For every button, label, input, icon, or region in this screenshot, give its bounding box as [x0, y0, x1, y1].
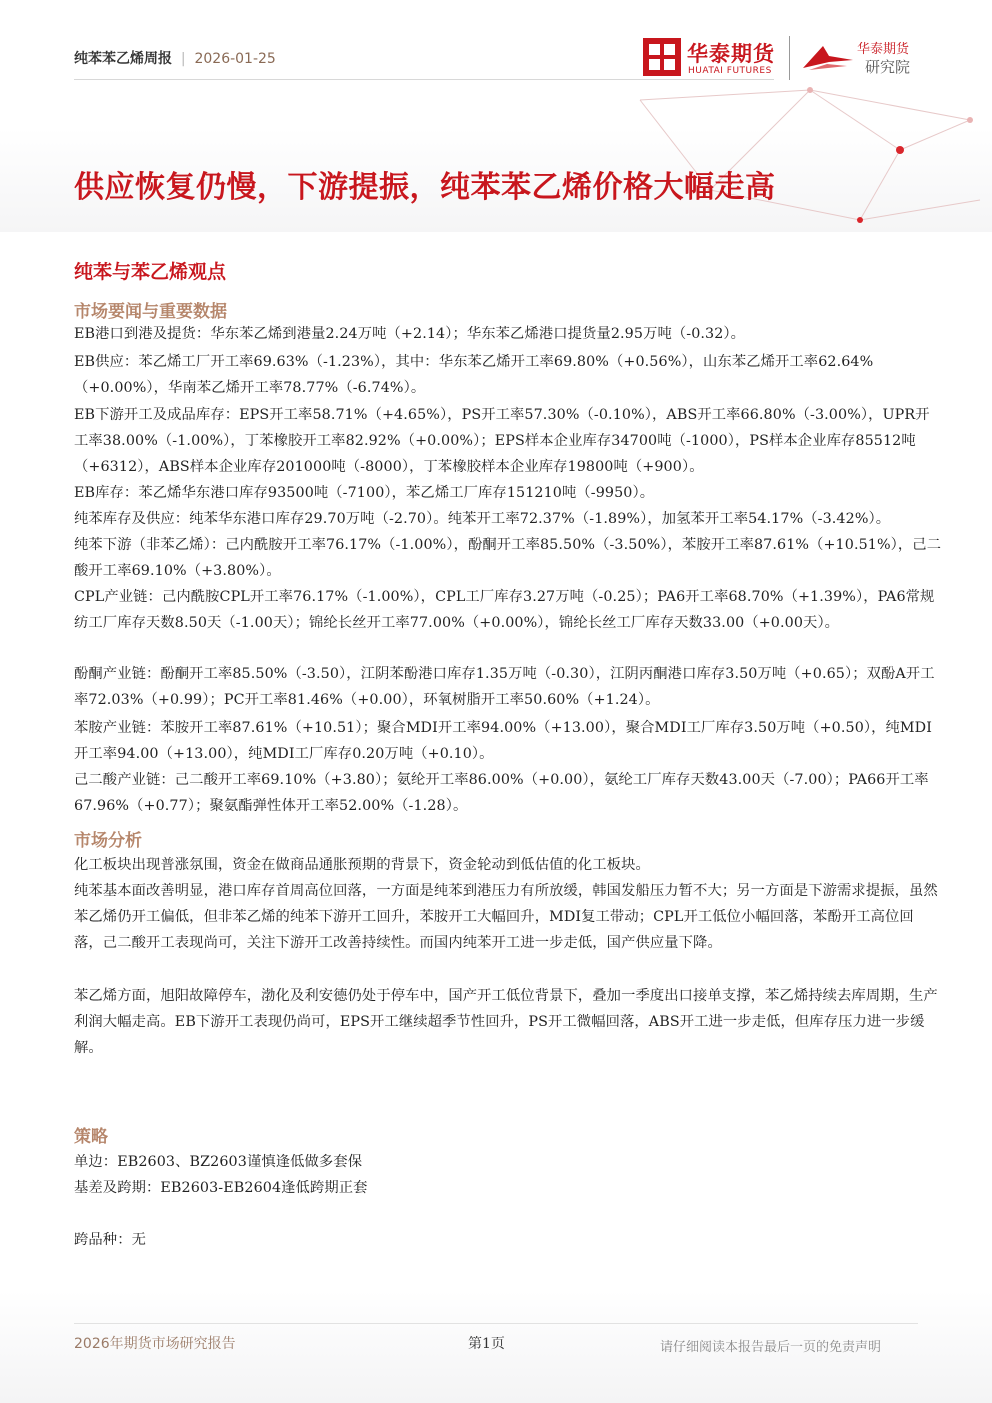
news-paragraph: 己二酸产业链：己二酸开工率69.10%（+3.80）；氨纶开工率86.00%（+0.00），氨纶工厂库存天数43.00天（-7.00）；PA66开工率67.96%（+0.77）；聚氨酯弹性体开工率52.00%（-1.28）。	[74, 772, 929, 814]
logo-english-name: HUATAI FUTURES	[688, 66, 772, 76]
footer-report-label: 2026年期货市场研究报告	[74, 1336, 236, 1352]
institute-name-line1: 华泰期货	[857, 42, 910, 57]
logo-chinese-name: 华泰期货	[687, 42, 775, 66]
strategy-cross: 跨品种：无	[74, 1232, 146, 1248]
section-title: 纯苯与苯乙烯观点	[74, 261, 227, 283]
institute-name-line2: 研究院	[865, 58, 911, 76]
logo-divider	[789, 36, 790, 80]
huatai-logo-icon	[643, 38, 681, 76]
news-paragraph: EB港口到港及提货：华东苯乙烯到港量2.24万吨（+2.14）；华东苯乙烯港口提货量2.95万吨（-0.32）。	[74, 326, 746, 342]
disclaimer-note: 请仔细阅读本报告最后一页的免责声明	[660, 1340, 882, 1355]
news-paragraph: 纯苯库存及供应：纯苯华东港口库存29.70万吨（-2.70）。纯苯开工率72.37%（-1.89%），加氢苯开工率54.17%（-3.42%）。	[74, 511, 891, 527]
network-decoration	[560, 80, 992, 232]
news-paragraph: EB下游开工及成品库存：EPS开工率58.71%（+4.65%），PS开工率57.30%（-0.10%），ABS开工率66.80%（-3.00%），UPR开工率38.00%（-1.00%），丁苯橡胶开工率82.92%（+0.00%）；EPS样本企业库存34700吨（-1000），PS样本企业库存85512吨（+6312），ABS样本企业库存201000吨（-8000），丁苯橡胶样本企业库存19800吨（+900）。	[74, 407, 930, 475]
news-paragraph: EB库存：苯乙烯华东港口库存93500吨（-7100），苯乙烯工厂库存151210吨（-9950）。	[74, 485, 655, 501]
news-paragraph: 苯胺产业链：苯胺开工率87.61%（+10.51）；聚合MDI开工率94.00%（+13.00），聚合MDI工厂库存3.50万吨（+0.50），纯MDI开工率94.00（+13.00），纯MDI工厂库存0.20万吨（+0.10）。	[74, 720, 932, 762]
page-header	[0, 0, 992, 232]
page-number: 第1页	[468, 1336, 505, 1352]
news-paragraph: EB供应：苯乙烯工厂开工率69.63%（-1.23%），其中：华东苯乙烯开工率69.80%（+0.56%），山东苯乙烯开工率62.64%（+0.00%），华南苯乙烯开工率78.77%（-6.74%）。	[74, 354, 874, 396]
institute-logo-icon	[799, 40, 857, 74]
strategy-heading: 策略	[74, 1127, 108, 1147]
news-heading: 市场要闻与重要数据	[74, 302, 227, 322]
report-header-line	[74, 48, 276, 68]
report-name: 纯苯苯乙烯周报	[74, 51, 172, 67]
page-title: 供应恢复仍慢，下游提振，纯苯苯乙烯价格大幅走高	[74, 170, 776, 205]
report-date: 2026-01-25	[194, 51, 276, 67]
brand-logo	[643, 36, 923, 82]
strategy-single: 单边：EB2603、BZ2603谨慎逢低做多套保	[74, 1154, 363, 1170]
analysis-paragraph: 纯苯基本面改善明显，港口库存首周高位回落，一方面是纯苯到港压力有所放缓，韩国发船压力暂不大；另一方面是下游需求提振，虽然苯乙烯仍开工偏低，但非苯乙烯的纯苯下游开工回升，苯胺开工大幅回升，MDI复工带动；CPL开工低位小幅回落，苯酚开工高位回落，己二酸开工表现尚可，关注下游开工改善持续性。而国内纯苯开工进一步走低，国产供应量下降。	[74, 883, 938, 951]
footer-divider	[74, 1323, 918, 1324]
news-paragraph: 纯苯下游（非苯乙烯）：己内酰胺开工率76.17%（-1.00%），酚酮开工率85.50%（-3.50%），苯胺开工率87.61%（+10.51%），己二酸开工率69.10%（+3.80%）。	[74, 537, 942, 579]
analysis-paragraph: 化工板块出现普涨氛围，资金在做商品通胀预期的背景下，资金轮动到低估值的化工板块。	[74, 857, 650, 873]
strategy-basis: 基差及跨期：EB2603-EB2604逢低跨期正套	[74, 1180, 368, 1196]
header-separator: |	[180, 51, 186, 67]
news-paragraph: CPL产业链：己内酰胺CPL开工率76.17%（-1.00%），CPL工厂库存3.27万吨（-0.25）；PA6开工率68.70%（+1.39%），PA6常规纺工厂库存天数8.50天（-1.00天）；锦纶长丝开工率77.00%（+0.00%），锦纶长丝工厂库存天数33.00（+0.00天）。	[74, 589, 935, 631]
analysis-paragraph: 苯乙烯方面，旭阳故障停车，渤化及利安德仍处于停车中，国产开工低位背景下，叠加一季度出口接单支撑，苯乙烯持续去库周期，生产利润大幅走高。EB下游开工表现仍尚可，EPS开工继续超季节性回升，PS开工微幅回落，ABS开工进一步走低，但库存压力进一步缓解。	[74, 988, 938, 1056]
news-paragraph: 酚酮产业链：酚酮开工率85.50%（-3.50），江阴苯酚港口库存1.35万吨（-0.30），江阴丙酮港口库存3.50万吨（+0.65）；双酚A开工率72.03%（+0.99）；PC开工率81.46%（+0.00），环氧树脂开工率50.60%（+1.24）。	[74, 666, 935, 708]
analysis-heading: 市场分析	[74, 831, 142, 851]
